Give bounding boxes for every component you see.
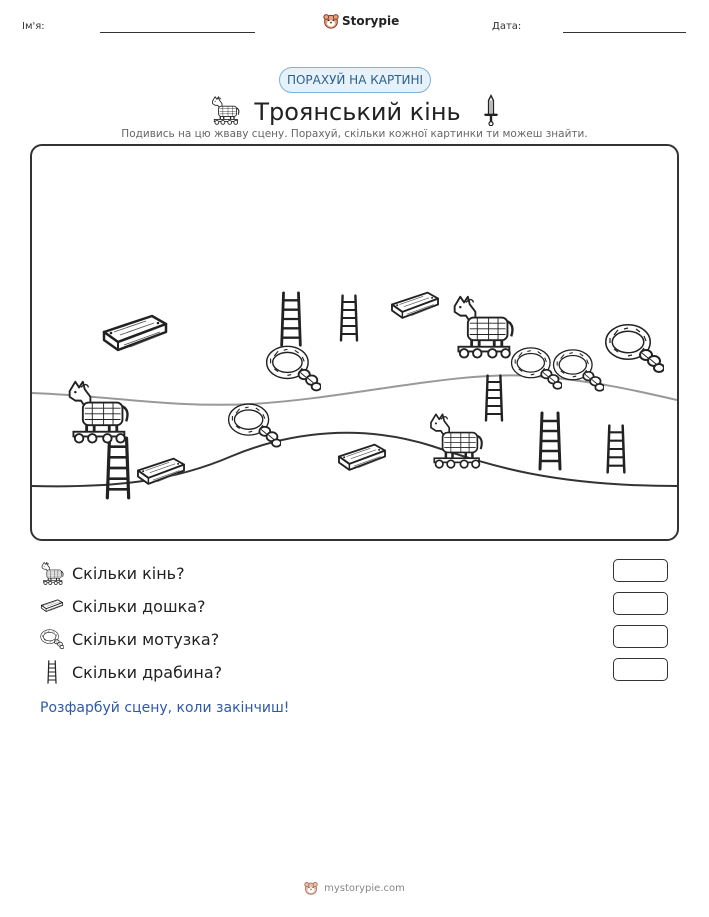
question-horse [40,560,185,586]
instructions: Подивись на цю жваву сцену. Порахуй, скільки кожної картинки ти можеш знайти. [121,128,588,140]
rope-item [270,349,321,390]
mascot-icon [304,881,318,895]
background-hill [32,375,677,404]
plank-item [138,459,184,484]
rope-item [556,353,604,391]
horse-item [70,382,128,443]
ladder-icon [40,660,64,684]
plank-item [392,293,438,318]
answer-box-horse[interactable] [613,559,668,582]
date-label: Дата: [492,21,522,32]
ladder-item [486,376,502,421]
ladder-item [540,413,560,469]
question-text: Скільки драбина? [72,662,223,682]
question-ladder [40,659,222,685]
coloring-note: Розфарбуй сцену, коли закінчиш! [40,700,290,716]
plank-item [104,316,166,350]
plank-item [339,445,385,470]
rope-item [232,407,282,447]
question-text: Скільки кінь? [72,563,185,583]
page-title [0,94,709,126]
ladder-item [107,438,128,498]
activity-badge: ПОРАХУЙ НА КАРТИНІ [279,67,431,93]
footer [0,881,709,895]
question-rope [40,626,219,652]
horse-item [455,297,513,358]
answer-box-ladder[interactable] [613,658,668,681]
question-text: Скільки мотузка? [72,629,220,649]
answer-box-plank[interactable] [613,592,668,615]
name-field[interactable] [100,32,255,33]
rope-item [609,328,664,372]
scene-frame [30,144,679,541]
answer-box-rope[interactable] [613,625,668,648]
ladder-item [282,293,301,345]
brand-logo [323,13,399,29]
footer-url[interactable]: mystorypie.com [324,882,405,894]
scene-illustration [32,146,677,539]
date-field[interactable] [563,32,686,33]
name-label: Ім'я: [22,21,45,32]
ladder-item [341,296,357,341]
title-text: Троянський кінь [254,98,461,126]
horse-icon [40,561,64,585]
horse-icon [210,94,240,126]
mascot-icon [323,13,339,29]
ladder-item [608,426,625,473]
horse-item [431,414,482,467]
sword-icon [483,94,499,126]
rope-icon [40,627,64,651]
question-text: Скільки дошка? [72,596,206,616]
plank-icon [40,594,64,618]
brand-name: Storypie [342,14,400,28]
question-plank [40,593,206,619]
